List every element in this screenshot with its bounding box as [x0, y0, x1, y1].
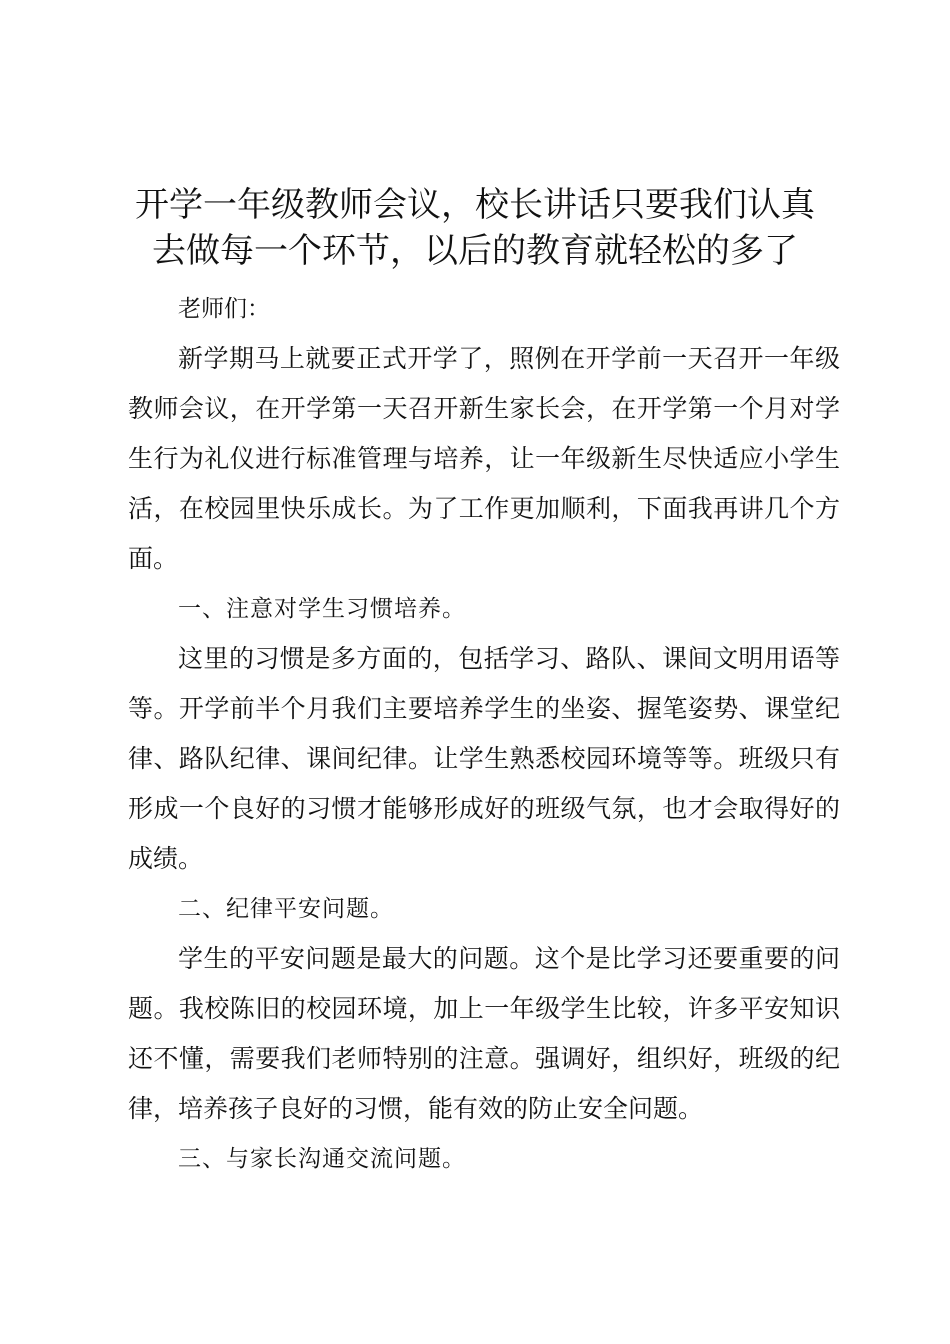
section-1-heading: 一、注意对学生习惯培养。 [178, 596, 466, 622]
greeting: 老师们： [178, 296, 270, 322]
section-1-paragraph: 这里的习惯是多方面的，包括学习、路队、课间文明用语等等。开学前半个月我们主要培养学生的坐姿、握笔姿势、课堂纪律、路队纪律、课间纪律。让学生熟悉校园环境等等。班级只有形成一个良好的习惯才能够形成好的班级气氛，也才会取得好的成绩。 [128, 644, 840, 873]
title-line-1: 开学一年级教师会议，校长讲话只要我们认真 [135, 185, 815, 225]
title-line-2: 去做每一个环节，以后的教育就轻松的多了 [152, 231, 798, 271]
section-2-heading: 二、纪律平安问题。 [178, 896, 394, 922]
section-3-heading: 三、与家长沟通交流问题。 [178, 1146, 466, 1172]
document-title [100, 182, 850, 274]
section-2-paragraph: 学生的平安问题是最大的问题。这个是比学习还要重要的问题。我校陈旧的校园环境，加上一年级学生比较，许多平安知识还不懂，需要我们老师特别的注意。强调好，组织好，班级的纪律，培养孩子良好的习惯，能有效的防止安全问题。 [128, 944, 840, 1123]
document-body [128, 284, 840, 1184]
intro-paragraph: 新学期马上就要正式开学了，照例在开学前一天召开一年级教师会议，在开学第一天召开新生家长会，在开学第一个月对学生行为礼仪进行标准管理与培养，让一年级新生尽快适应小学生活，在校园里快乐成长。为了工作更加顺利，下面我再讲几个方面。 [128, 344, 840, 573]
